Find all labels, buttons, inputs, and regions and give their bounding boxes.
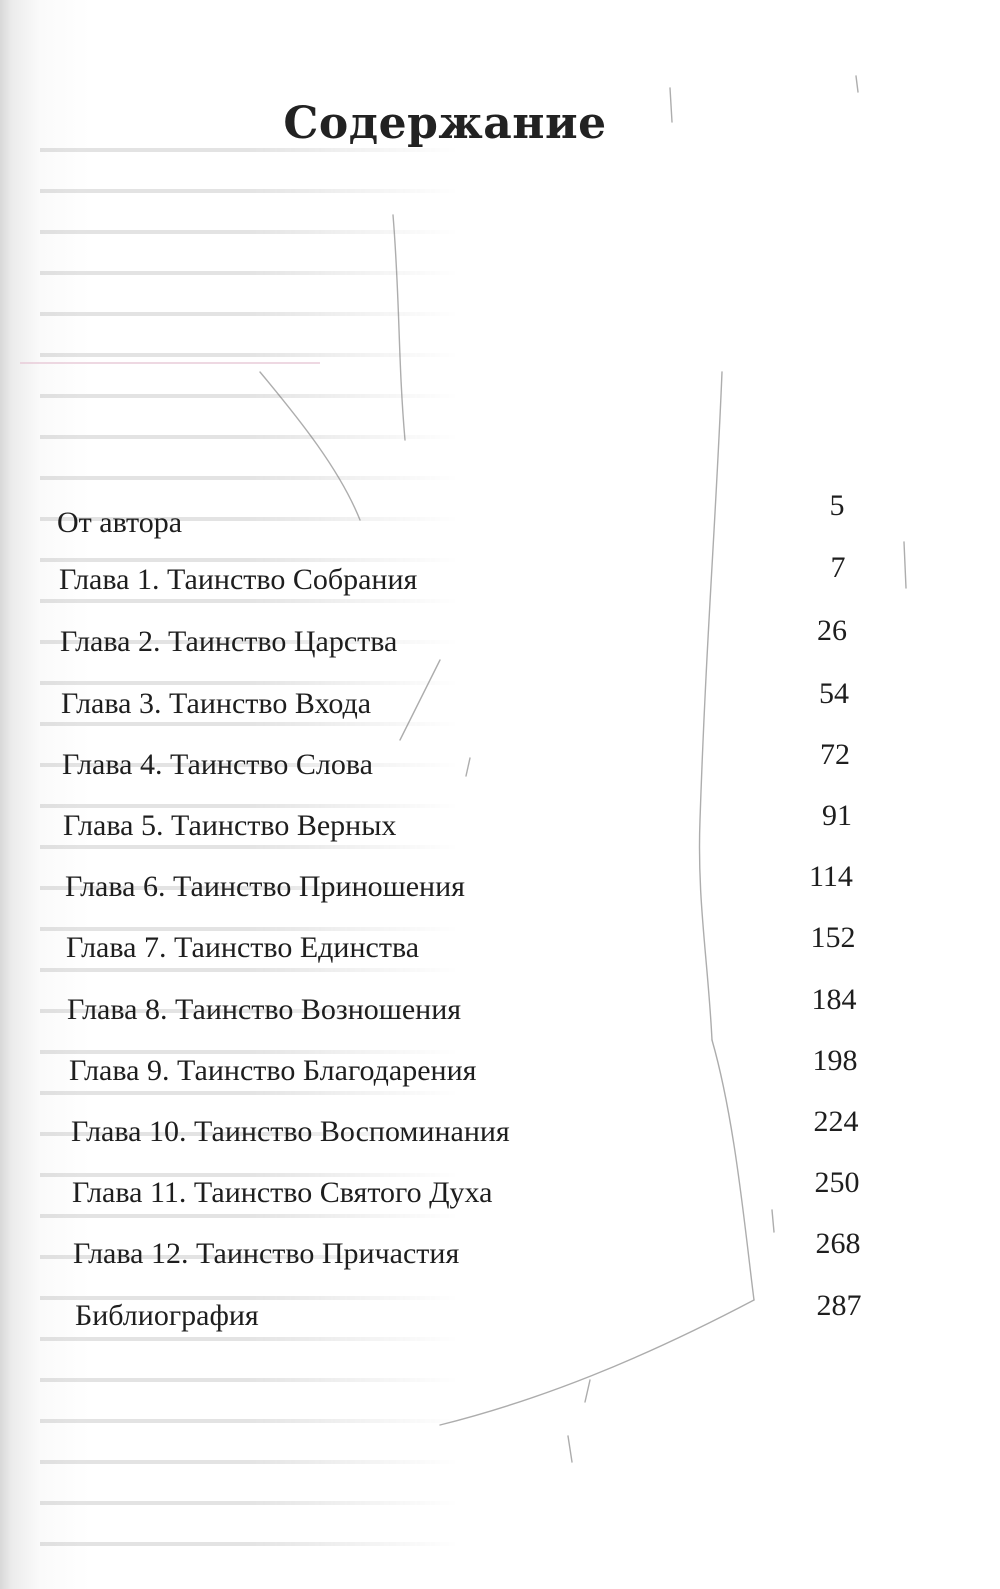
toc-entry-page: 26 <box>817 614 847 647</box>
toc-entry <box>0 799 1000 846</box>
toc-entry-page: 224 <box>813 1105 859 1138</box>
toc-entry <box>0 983 1000 1030</box>
toc-entry-page: 184 <box>811 983 857 1016</box>
toc-entry-title: Глава 6. Таинство Приношения <box>65 870 465 903</box>
toc-entry-title: Глава 2. Таинство Царства <box>60 625 398 658</box>
toc-entry-title: Глава 9. Таинство Благодарения <box>69 1054 477 1087</box>
toc-entry <box>0 860 1000 907</box>
toc-entry-page: 268 <box>815 1227 861 1260</box>
toc-entry-page: 152 <box>810 921 856 954</box>
toc-entry-page: 72 <box>820 738 850 771</box>
toc-entry-title: Глава 7. Таинство Единства <box>66 931 420 964</box>
toc-entry-page: 54 <box>819 677 849 710</box>
toc-entry <box>0 551 1000 600</box>
toc-entry-title: Глава 10. Таинство Воспоминания <box>71 1115 510 1148</box>
toc-entry <box>0 614 1000 662</box>
toc-entry-title: От автора <box>57 506 183 539</box>
toc-entry-title: Глава 12. Таинство Причастия <box>73 1237 460 1270</box>
toc-entry-page: 198 <box>812 1044 858 1077</box>
toc-entry-title: Библиография <box>75 1299 259 1332</box>
toc-entry-page: 287 <box>816 1289 862 1322</box>
toc-entry <box>0 1289 1000 1336</box>
toc-entry-page: 91 <box>822 799 852 832</box>
toc-entry-page: 7 <box>830 551 846 584</box>
toc-entry <box>0 921 1000 968</box>
page-title: Содержание <box>283 98 607 149</box>
toc-entry-page: 5 <box>829 489 845 522</box>
toc-entry-title: Глава 1. Таинство Собрания <box>59 563 418 596</box>
toc-entry <box>0 738 1000 785</box>
toc-entry-title: Глава 11. Таинство Святого Духа <box>72 1176 493 1209</box>
toc-entry-title: Глава 4. Таинство Слова <box>62 748 373 781</box>
toc-entry <box>0 1044 1000 1091</box>
toc-entry-title: Глава 3. Таинство Входа <box>61 687 372 720</box>
toc-entry-title: Глава 8. Таинство Возношения <box>67 993 462 1026</box>
toc-entry <box>0 1105 1000 1152</box>
toc-entry <box>0 677 1000 724</box>
toc-entry-page: 250 <box>814 1166 860 1199</box>
toc-entry <box>0 1166 1000 1213</box>
toc-entry <box>0 1227 1000 1274</box>
toc-entry <box>0 489 1000 543</box>
toc-entry-title: Глава 5. Таинство Верных <box>63 809 397 842</box>
toc-entry-page: 114 <box>809 860 853 893</box>
